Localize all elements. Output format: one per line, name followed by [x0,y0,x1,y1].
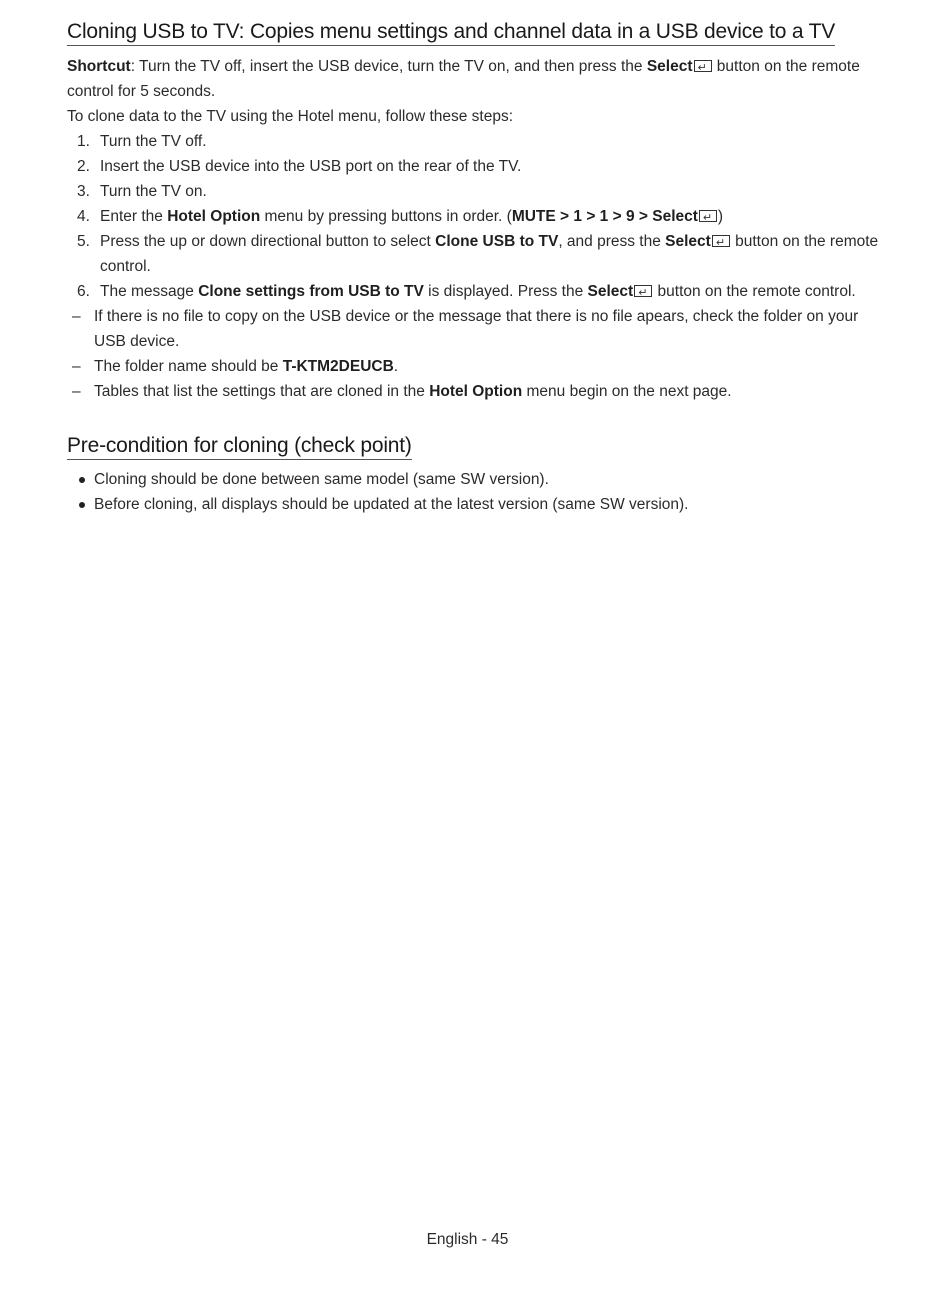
step-number: 6. [77,283,90,300]
page-footer: English - 45 [426,1231,509,1248]
step-text-a: Press the up or down directional button to select [100,233,436,250]
select-label: Select [665,233,711,250]
dash-marker: – [72,308,81,325]
enter-key-icon [694,60,712,72]
page-content [67,20,882,517]
list-item [67,229,882,279]
list-item [67,304,882,354]
section-title-cloning: Cloning USB to TV: Copies menu settings and channel data in a USB device to a TV [67,20,835,46]
list-item [67,354,882,379]
note-text-c: . [393,358,399,375]
dash-marker: – [72,383,81,400]
note-text-a: The folder name should be [94,358,283,375]
step-text: Turn the TV on. [100,183,207,200]
button-sequence: MUTE > 1 > 1 > 9 > Select [511,208,698,225]
step-text-d: button on the remote control. [653,283,856,300]
list-item [67,279,882,304]
enter-key-icon [712,235,730,247]
step-number: 4. [77,208,90,225]
bullet-text: Before cloning, all displays should be updated at the latest version (same SW version). [94,496,689,513]
list-item [67,204,882,229]
menu-name: Hotel Option [167,208,261,225]
shortcut-paragraph [67,54,882,104]
list-item [67,179,882,204]
list-item [67,154,882,179]
step-text-a: The message [100,283,199,300]
select-label: Select [587,283,634,300]
shortcut-text-a: : Turn the TV off, insert the USB device, turn the TV on, and then press the [130,58,647,75]
list-item [67,467,882,492]
steps-list [67,129,882,304]
folder-name: T-KTM2DEUCB [282,358,394,375]
step-number: 2. [77,158,90,175]
step-text-c: , and press the [558,233,666,250]
step-number: 3. [77,183,90,200]
list-item [67,129,882,154]
bullet-icon [79,477,85,483]
enter-key-icon [634,285,652,297]
shortcut-label: Shortcut [67,58,131,75]
step-text-c: is displayed. Press the [423,283,588,300]
list-item [67,379,882,404]
shortcut-text-b: button on the remote control for 5 seconds. [67,58,860,100]
bullet-icon [79,502,85,508]
step-text: Insert the USB device into the USB port on the rear of the TV. [100,158,522,175]
note-text-a: Tables that list the settings that are cloned in the [94,383,430,400]
precondition-list [67,467,882,517]
select-label: Select [646,58,693,75]
intro-text: To clone data to the TV using the Hotel menu, follow these steps: [67,108,514,125]
note-text: If there is no file to copy on the USB device or the message that there is no file apears, check the folder on your USB device. [94,308,859,350]
message-name: Clone settings from USB to TV [198,283,424,300]
list-item [67,492,882,517]
step-text: Turn the TV off. [100,133,207,150]
dash-marker: – [72,358,81,375]
menu-name: Hotel Option [429,383,523,400]
step-text-d: ) [717,208,724,225]
notes-list [67,304,882,404]
step-text-a: Enter the [100,208,168,225]
bullet-text: Cloning should be done between same model (same SW version). [94,471,549,488]
section-title-precondition: Pre-condition for cloning (check point) [67,434,412,460]
step-number: 5. [77,233,90,250]
step-number: 1. [77,133,90,150]
note-text-c: menu begin on the next page. [522,383,732,400]
option-name: Clone USB to TV [435,233,559,250]
enter-key-icon [699,210,717,222]
step-text-d: button on the remote control. [100,233,879,275]
step-text-c: menu by pressing buttons in order. ( [260,208,512,225]
